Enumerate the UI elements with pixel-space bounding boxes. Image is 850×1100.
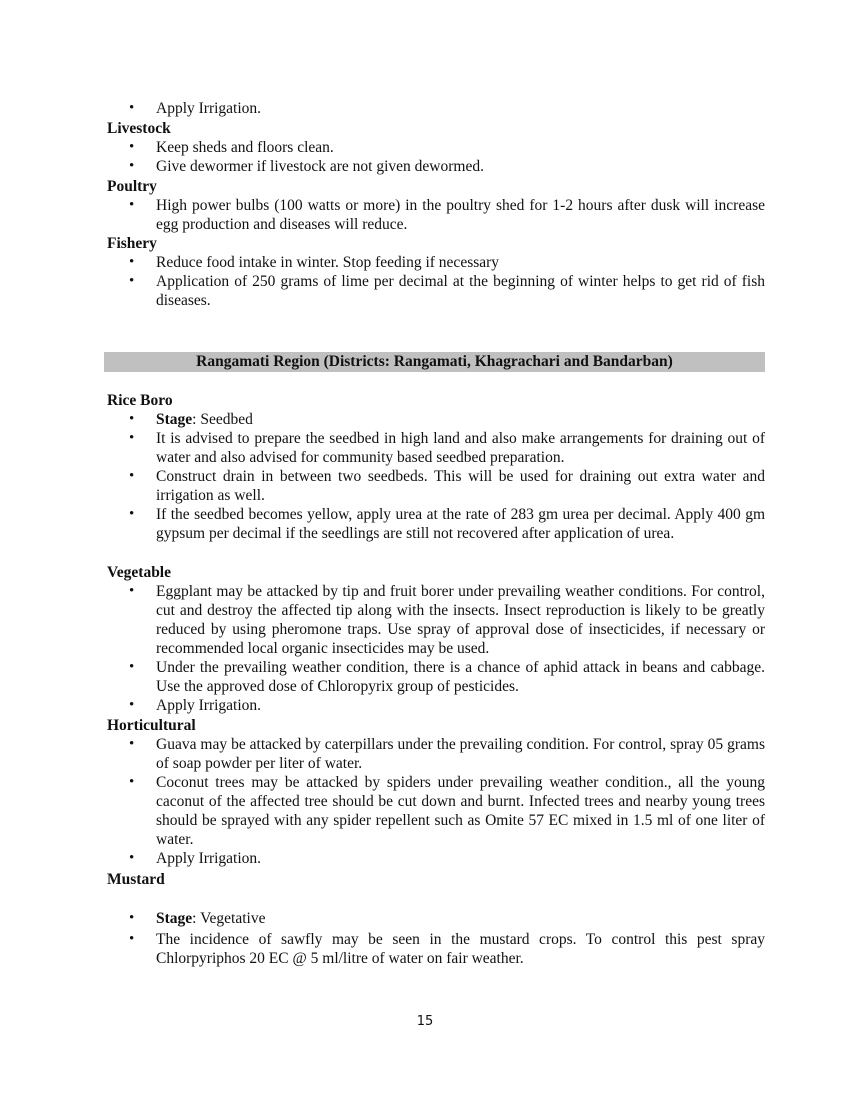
list-item: • Coconut trees may be attacked by spiders under prevailing weather condition., all the young caconut of the affected tree should be cut down and burnt. Infected trees and nearby young trees should be sprayed with any spider repellent such as Omite 57 EC mixed in 1.5 ml of one liter of water.	[107, 773, 765, 849]
livestock-section	[107, 119, 765, 176]
stage-value: : Seedbed	[192, 411, 253, 428]
list-item: • Apply Irrigation.	[107, 849, 765, 868]
section-heading-rice-boro: Rice Boro	[107, 392, 173, 409]
list-item: • Reduce food intake in winter. Stop feeding if necessary	[107, 253, 765, 272]
section-heading-vegetable: Vegetable	[107, 564, 171, 581]
list-item: • If the seedbed becomes yellow, apply urea at the rate of 283 gm urea per decimal. Apply 400 gm gypsum per decimal if the seedlings are still not recovered after application of urea.	[107, 505, 765, 543]
fishery-section	[107, 234, 765, 310]
stage-value: : Vegetative	[192, 910, 266, 927]
horticultural-section	[107, 716, 765, 868]
section-heading-poultry: Poultry	[107, 178, 157, 195]
list-item: • Under the prevailing weather condition, there is a chance of aphid attack in beans and cabbage. Use the approved dose of Chloropyrix group of pesticides.	[107, 658, 765, 696]
region-banner: Rangamati Region (Districts: Rangamati, Khagrachari and Bandarban)	[104, 352, 765, 372]
list-item: • Guava may be attacked by caterpillars under the prevailing condition. For control, spray 05 grams of soap powder per liter of water.	[107, 735, 765, 773]
list-item: • It is advised to prepare the seedbed in high land and also make arrangements for draining out of water and also advised for community based seedbed preparation.	[107, 429, 765, 467]
list-item: • Give dewormer if livestock are not given dewormed.	[107, 157, 765, 176]
list-item: • Construct drain in between two seedbeds. This will be used for draining out extra water and irrigation as well.	[107, 467, 765, 505]
vegetable-section	[107, 563, 765, 715]
bullet-list	[107, 735, 765, 868]
irrigation-continuation	[107, 99, 765, 118]
bullet-list	[107, 196, 765, 234]
list-item: • Eggplant may be attacked by tip and fruit borer under prevailing weather conditions. For control, cut and destroy the affected tip along with the insects. Insect reproduction is likely to be greatly reduced by using pheromone traps. Use spray of approval dose of insecticides, if necessary or recommended local organic insecticides may be used.	[107, 582, 765, 658]
poultry-section	[107, 177, 765, 234]
page-number: 15	[416, 1014, 434, 1029]
list-item: • Apply Irrigation.	[107, 696, 765, 715]
section-heading-fishery: Fishery	[107, 235, 157, 252]
bullet-list	[107, 410, 765, 543]
section-heading-horticultural: Horticultural	[107, 717, 196, 734]
bullet-list	[107, 582, 765, 715]
list-item: • High power bulbs (100 watts or more) in the poultry shed for 1-2 hours after dusk will increase egg production and diseases will reduce.	[107, 196, 765, 234]
bullet-list	[107, 138, 765, 176]
list-item: • Application of 250 grams of lime per decimal at the beginning of winter helps to get rid of fish diseases.	[107, 272, 765, 310]
stage-label: Stage	[156, 411, 193, 428]
bullet-list	[107, 99, 765, 118]
mustard-section	[107, 870, 765, 889]
stage-item	[107, 410, 765, 429]
list-item: • Apply Irrigation.	[107, 99, 765, 118]
section-heading-livestock: Livestock	[107, 120, 171, 137]
list-item: • The incidence of sawfly may be seen in the mustard crops. To control this pest spray Chlorpyriphos 20 EC @ 5 ml/litre of water on fair weather.	[107, 930, 765, 968]
stage-label: Stage	[156, 910, 193, 927]
rice-boro-section	[107, 391, 765, 543]
section-heading-mustard: Mustard	[107, 871, 165, 888]
stage-item	[107, 909, 765, 928]
bullet-list	[107, 909, 765, 968]
bullet-list	[107, 253, 765, 310]
list-item: • Keep sheds and floors clean.	[107, 138, 765, 157]
mustard-list	[107, 909, 765, 968]
